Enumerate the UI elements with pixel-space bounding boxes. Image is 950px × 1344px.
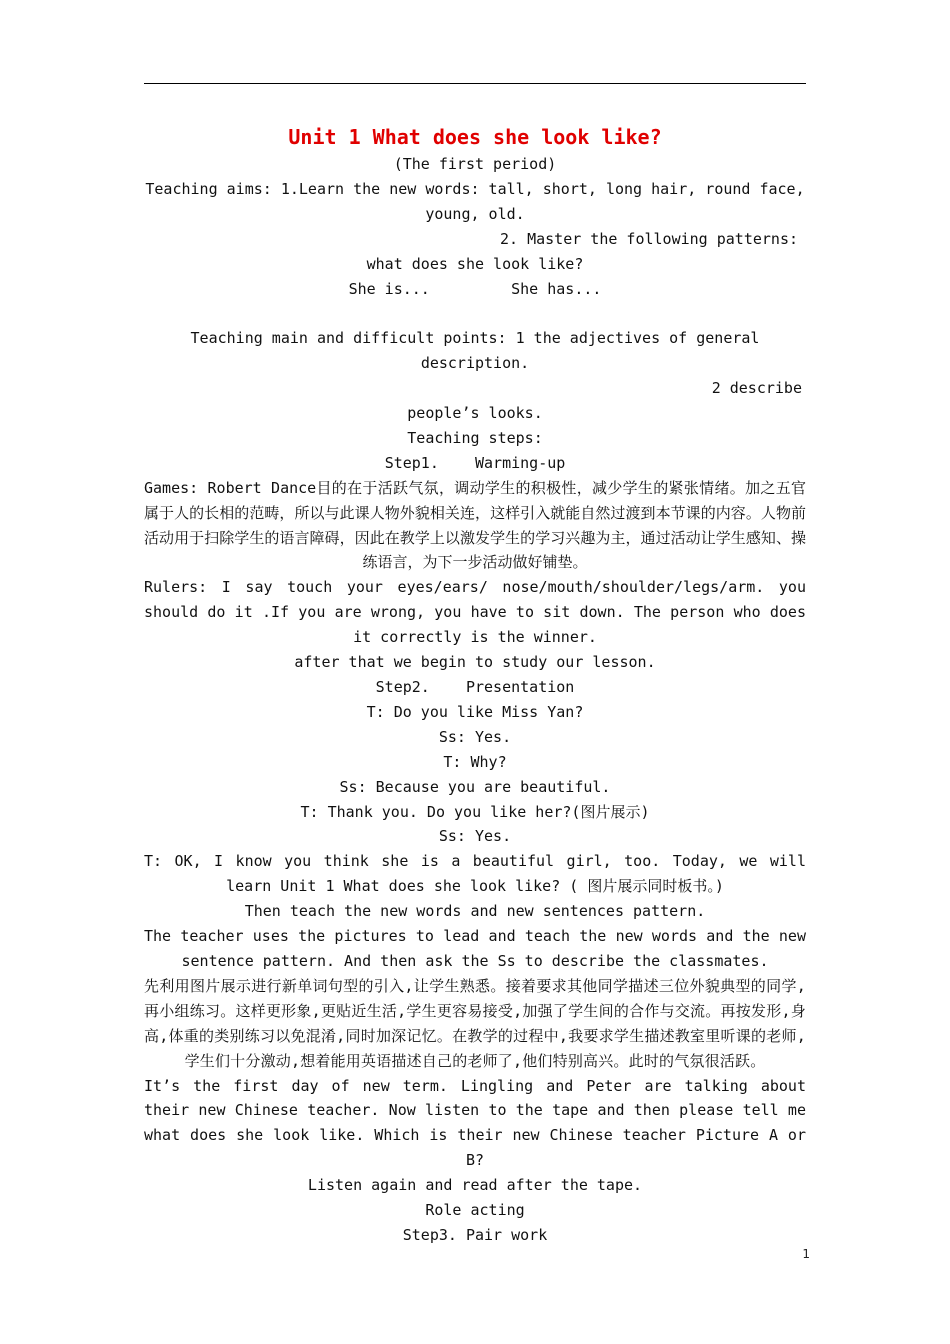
document-subtitle: (The first period) — [393, 155, 557, 173]
dialogue-line: Ss: Because you are beautiful. — [339, 777, 611, 796]
after-that-line: after that we begin to study our lesson. — [294, 653, 656, 672]
role-acting-line: Role acting — [425, 1201, 525, 1220]
pattern-answers: She is... She has... — [348, 279, 602, 298]
steps-heading: Teaching steps: — [407, 428, 543, 447]
pattern-question: what does she look like? — [366, 254, 584, 273]
page-number: 1 — [802, 1247, 810, 1261]
blank-line — [144, 301, 806, 326]
then-teach-line: Then teach the new words and new sentences pattern. — [244, 902, 706, 921]
dialogue-line: Ss: Yes. — [438, 727, 512, 746]
dialogue-line: T: Why? — [443, 752, 507, 771]
step1-heading: Step1. Warming-up — [384, 453, 566, 472]
step3-heading: Step3. Pair work — [402, 1225, 548, 1244]
key-points-3: people’s looks. — [407, 404, 543, 423]
header-rule — [144, 83, 806, 84]
rulers-paragraph: Rulers: I say touch your eyes/ears/ nose/mouth/shoulder/legs/arm. you should do it .If you are wrong, you have to sit down. The person who does it correctly is the winner. — [144, 578, 816, 647]
dialogue-line: T: Do you like Miss Yan? — [366, 702, 584, 721]
games-paragraph: Games: Robert Dance目的在于活跃气氛，调动学生的积极性，减少学生的紧张情绪。加之五官属于人的长相的范畴，所以与此课人物外貌相关连，这样引入就能自然过渡到本节课的内容。人物前活动用于扫除学生的语言障碍，因此在教学上以激发学生的学习兴趣为主，通过活动让学生感知、操练语言，为下一步活动做好铺垫。 — [144, 478, 806, 572]
step2-heading: Step2. Presentation — [375, 678, 575, 697]
key-points-2: 2 describe — [711, 379, 802, 398]
teaching-aims-2: 2. Master the following patterns: — [499, 229, 798, 248]
listen-again-line: Listen again and read after the tape. — [307, 1176, 643, 1195]
chinese-paragraph: 先利用图片展示进行新单词句型的引入,让学生熟悉。接着要求其他同学描述三位外貌典型的同学,再小组练习。这样更形象,更贴近生活,学生更容易接受,加强了学生间的合作与交流。再按发形,身高,体重的类别练习以免混淆,同时加深记忆。在教学的过程中,我要求学生描述教室里听课的老师,学生们十分激动,想着能用英语描述自己的老师了,他们特别高兴。此时的气氛很活跃。 — [144, 976, 806, 1070]
document-title: Unit 1 What does she look like? — [288, 125, 662, 149]
key-points-1: Teaching main and difficult points: 1 the adjectives of general description. — [190, 329, 769, 373]
dialogue-line: T: Thank you. Do you like her?(图片展示) — [300, 802, 650, 821]
first-day-paragraph: It’s the first day of new term. Lingling and Peter are talking about their new Chinese teacher. Now listen to the tape and then please tell me what does she look like. Which is their new Chinese teacher Picture A or B? — [144, 1076, 816, 1170]
teacher-uses-paragraph: The teacher uses the pictures to lead and teach the new words and the new sentence pattern. And then ask the Ss to describe the classmates. — [144, 927, 816, 970]
dialogue-line: Ss: Yes. — [438, 827, 512, 846]
teacher-ok-paragraph: T: OK, I know you think she is a beautiful girl, too. Today, we will learn Unit 1 What does she look like? ( 图片展示同时板书。) — [144, 852, 816, 896]
teaching-aims-1: Teaching aims: 1.Learn the new words: tall, short, long hair, round face, young, old. — [145, 179, 814, 223]
document-body — [144, 122, 816, 1248]
